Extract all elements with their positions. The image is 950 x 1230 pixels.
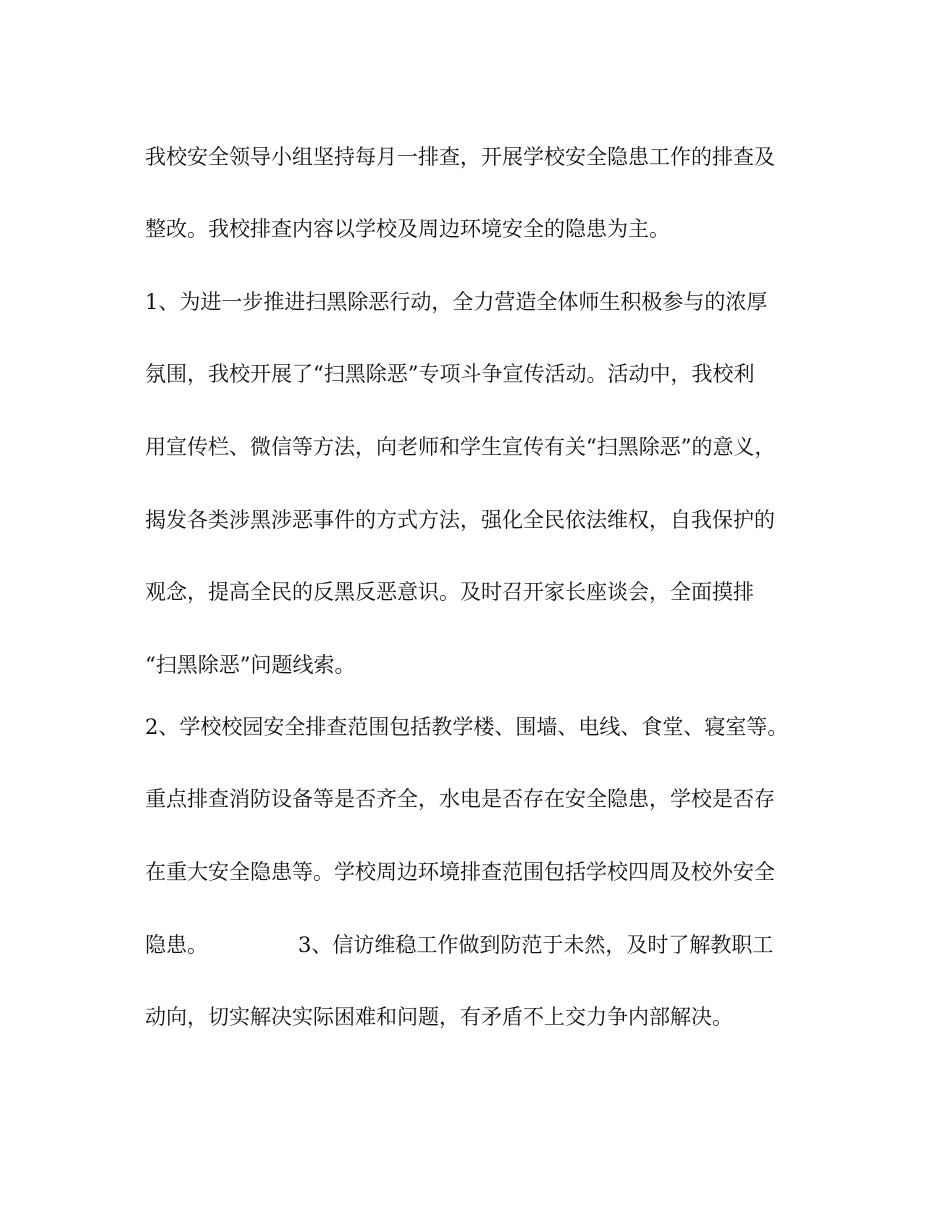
paragraph-line: 我校安全领导小组坚持每月一排查，开展学校安全隐患工作的排查及	[145, 145, 775, 169]
paragraph-line: 揭发各类涉黑涉恶事件的方式方法，强化全民依法维权，自我保护的	[145, 508, 775, 532]
paragraph-line: 2、学校校园安全排查范围包括教学楼、围墙、电线、食堂、寝室等。	[145, 715, 789, 739]
paragraph-line: 3、信访维稳工作做到防范于未然，及时了解教职工	[298, 933, 774, 957]
paragraph-line: 重点排查消防设备等是否齐全，水电是否存在安全隐患，学校是否存	[145, 787, 775, 811]
paragraph-line: “扫黑除恶”问题线索。	[145, 653, 356, 677]
paragraph-line: 氛围，我校开展了“扫黑除恶”专项斗争宣传活动。活动中，我校利	[145, 362, 755, 386]
paragraph-line: 1、为进一步推进扫黑除恶行动，全力营造全体师生积极参与的浓厚	[145, 290, 768, 314]
paragraph-line: 在重大安全隐患等。学校周边环境排查范围包括学校四周及校外安全	[145, 860, 775, 884]
paragraph-line: 整改。我校排查内容以学校及周边环境安全的隐患为主。	[145, 217, 670, 241]
paragraph-line: 隐患。	[145, 933, 208, 957]
paragraph-line: 用宣传栏、微信等方法，向老师和学生宣传有关“扫黑除恶”的意义，	[145, 435, 776, 459]
paragraph-line: 观念，提高全民的反黑反恶意识。及时召开家长座谈会，全面摸排	[145, 580, 754, 604]
paragraph-line: 动向，切实解决实际困难和问题，有矛盾不上交力争内部解决。	[145, 1005, 733, 1029]
